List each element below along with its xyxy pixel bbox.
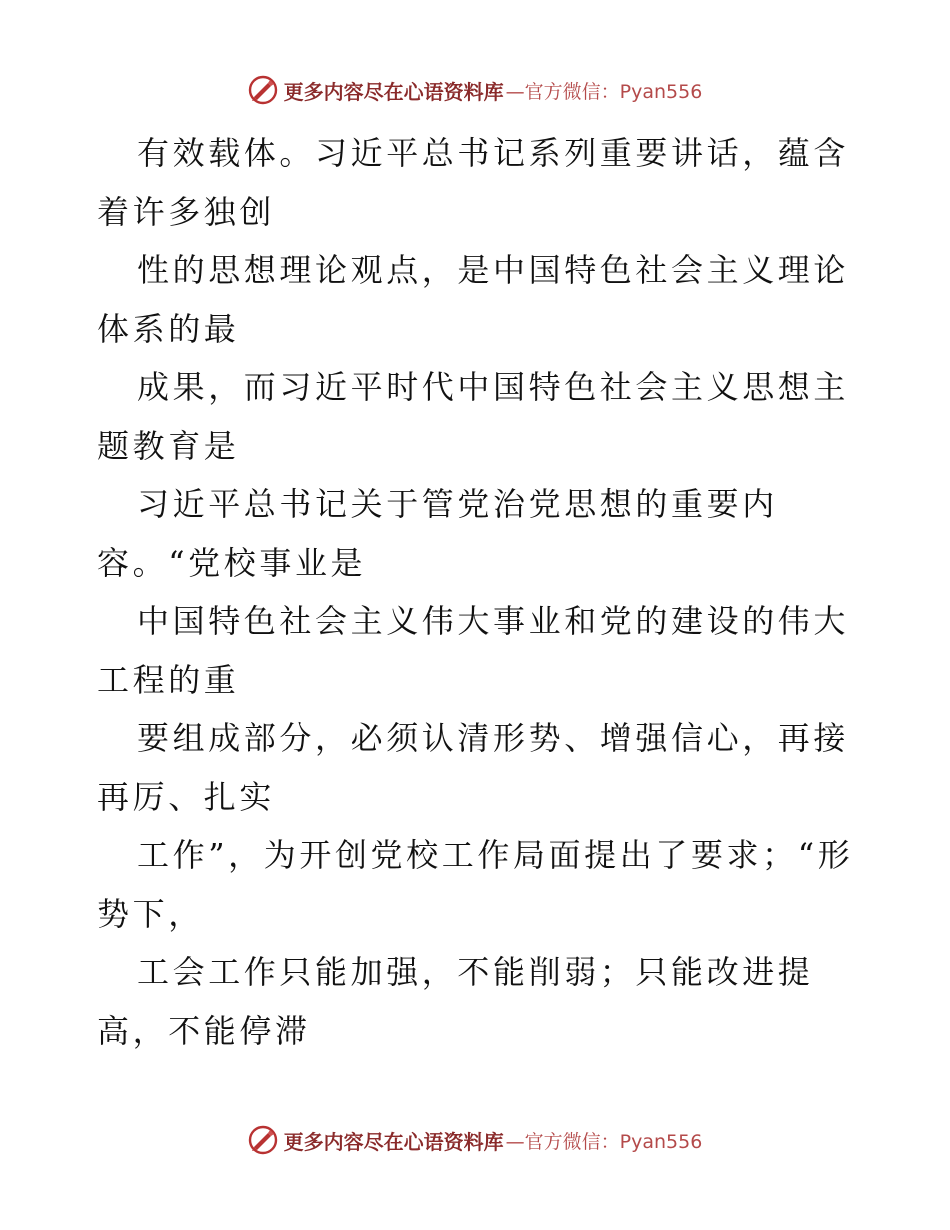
pen-logo-icon xyxy=(248,1125,278,1155)
paragraph: 中国特色社会主义伟大事业和党的建设的伟大工程的重 xyxy=(97,602,850,699)
document-body xyxy=(97,124,857,1060)
paragraph: 性的思想理论观点，是中国特色社会主义理论体系的最 xyxy=(97,251,850,348)
header-banner xyxy=(0,70,950,110)
footer-wechat-text: —官方微信：Pyan556 xyxy=(505,1130,703,1153)
footer-banner xyxy=(0,1120,950,1160)
paragraph: 工作”，为开创党校工作局面提出了要求；“形势下， xyxy=(97,836,854,933)
paragraph: 习近平总书记关于管党治党思想的重要内容。“党校事业是 xyxy=(97,485,778,582)
header-wechat-text: —官方微信：Pyan556 xyxy=(505,80,703,103)
paragraph: 要组成部分，必须认清形势、增强信心，再接再厉、扎实 xyxy=(97,719,850,816)
pen-logo-icon xyxy=(248,75,278,105)
footer-brand-text: 更多内容尽在心语资料库 xyxy=(283,1129,504,1154)
paragraph: 成果，而习近平时代中国特色社会主义思想主题教育是 xyxy=(97,368,850,465)
paragraph: 工会工作只能加强，不能削弱；只能改进提高，不能停滞 xyxy=(97,953,814,1050)
paragraph: 有效载体。习近平总书记系列重要讲话，蕴含着许多独创 xyxy=(97,134,850,231)
header-brand-text: 更多内容尽在心语资料库 xyxy=(283,79,504,104)
